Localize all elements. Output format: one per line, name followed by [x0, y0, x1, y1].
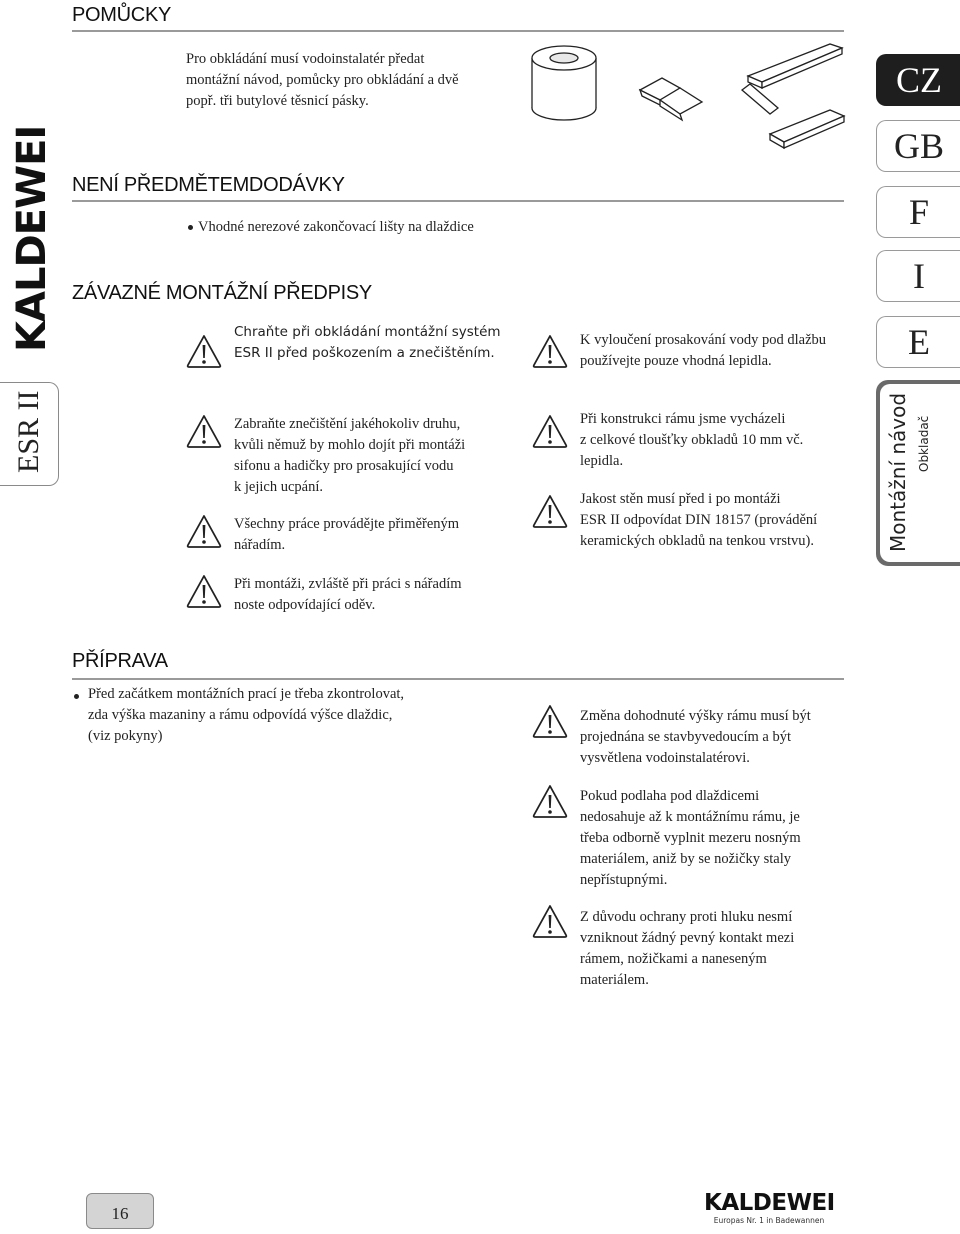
language-tab-cz[interactable]: CZ	[876, 54, 960, 106]
warning-left-3: Všechny práce provádějte přiměřeným nářadím.	[234, 516, 460, 553]
manual-side-tab	[876, 380, 960, 566]
manual-side-tab-subtitle: Obkladač	[917, 415, 931, 472]
warning-icon	[186, 414, 222, 448]
kaldewei-vertical-logo	[9, 125, 55, 355]
page-number: 16	[86, 1193, 154, 1229]
pomucky-text: Pro obkládání musí vodoinstalatér předat montážní návod, pomůcky pro obkládání a dvě popř. tři butylové těsnicí pásky.	[186, 51, 459, 109]
priprava-item: Před začátkem montážních prací je třeba zkontrolovat, zda výška mazaniny a rámu odpovídá výšce dlaždic, (viz pokyny)	[88, 686, 405, 744]
priprava-warning-3: Z důvodu ochrany proti hluku nesmí vzniknout žádný pevný kontakt mezi rámem, nožičkami a naneseným materiálem.	[580, 909, 795, 988]
warning-icon	[532, 414, 568, 448]
section-heading-priprava: PŘÍPRAVA	[72, 650, 168, 672]
manual-side-tab-title: Montážní návod	[886, 392, 910, 552]
kaldewei-vertical-text: KALDEWEI	[9, 125, 55, 352]
warning-icon	[186, 334, 222, 368]
product-tab	[0, 382, 59, 486]
neni-item: Vhodné nerezové zakončovací lišty na dlaždice	[198, 219, 474, 235]
tools-illustration	[530, 38, 850, 156]
warning-left-4: Při montáži, zvláště při práci s nářadím noste odpovídající oděv.	[234, 576, 462, 613]
warning-left-2: Zabraňte znečištění jakéhokoliv druhu, kvůli němuž by mohlo dojít při montáži sifonu a hadičky pro prosakující vodu k jejich ucpání.	[234, 416, 466, 495]
product-tab-label: ESR II	[12, 390, 45, 473]
priprava-warning-1: Změna dohodnuté výšky rámu musí být projednána se stavbyvedoucím a být vysvětlena vodoinstalatérovi.	[580, 708, 811, 766]
section-heading-zavazne: ZÁVAZNÉ MONTÁŽNÍ PŘEDPISY	[72, 282, 372, 304]
warning-icon	[186, 514, 222, 548]
section-heading-pomucky: POMŮCKY	[72, 4, 172, 26]
section-heading-neni: NENÍ PŘEDMĚTEMDODÁVKY	[72, 174, 345, 196]
strip-top-icon	[742, 44, 842, 114]
warning-right-1: K vyloučení prosakování vody pod dlažbu používejte pouze vhodná lepidla.	[580, 332, 827, 369]
manual-side-tab-inner	[880, 384, 960, 562]
warning-icon	[532, 904, 568, 938]
strip-bottom-icon	[770, 110, 844, 148]
warning-icon	[532, 784, 568, 818]
section-rule	[72, 30, 844, 32]
section-rule	[72, 678, 844, 680]
bullet-icon	[74, 694, 79, 699]
language-tab-i[interactable]: I	[876, 250, 960, 302]
priprava-warning-2: Pokud podlaha pod dlaždicemi nedosahuje až k montážnímu rámu, je třeba odborně vyplnit mezeru nosným materiálem, aniž by se nožičky staly nepřístupnými.	[580, 788, 801, 888]
warning-icon	[532, 704, 568, 738]
language-tab-gb[interactable]: GB	[876, 120, 960, 172]
warning-right-3: Jakost stěn musí před i po montáži ESR II odpovídat DIN 18157 (provádění keramických obkladů na tenkou vrstvu).	[580, 491, 818, 549]
language-tab-f[interactable]: F	[876, 186, 960, 238]
warning-left-1: Chraňte při obkládání montážní systém ESR II před poškozením a znečištěním.	[234, 324, 501, 361]
warning-right-2: Při konstrukci rámu jsme vycházeli z celkové tloušťky obkladů 10 mm vč. lepidla.	[580, 411, 804, 469]
bullet-icon	[188, 225, 193, 230]
warning-icon	[532, 334, 568, 368]
corner-piece-icon	[640, 78, 702, 120]
warning-icon	[532, 494, 568, 528]
section-rule	[72, 200, 844, 202]
warning-icon	[186, 574, 222, 608]
butyl-tape-roll-icon	[532, 46, 596, 120]
footer-brand: KALDEWEI	[704, 1190, 835, 1216]
footer-slogan: Europas Nr. 1 in Badewannen	[713, 1216, 825, 1225]
language-tab-e[interactable]: E	[876, 316, 960, 368]
